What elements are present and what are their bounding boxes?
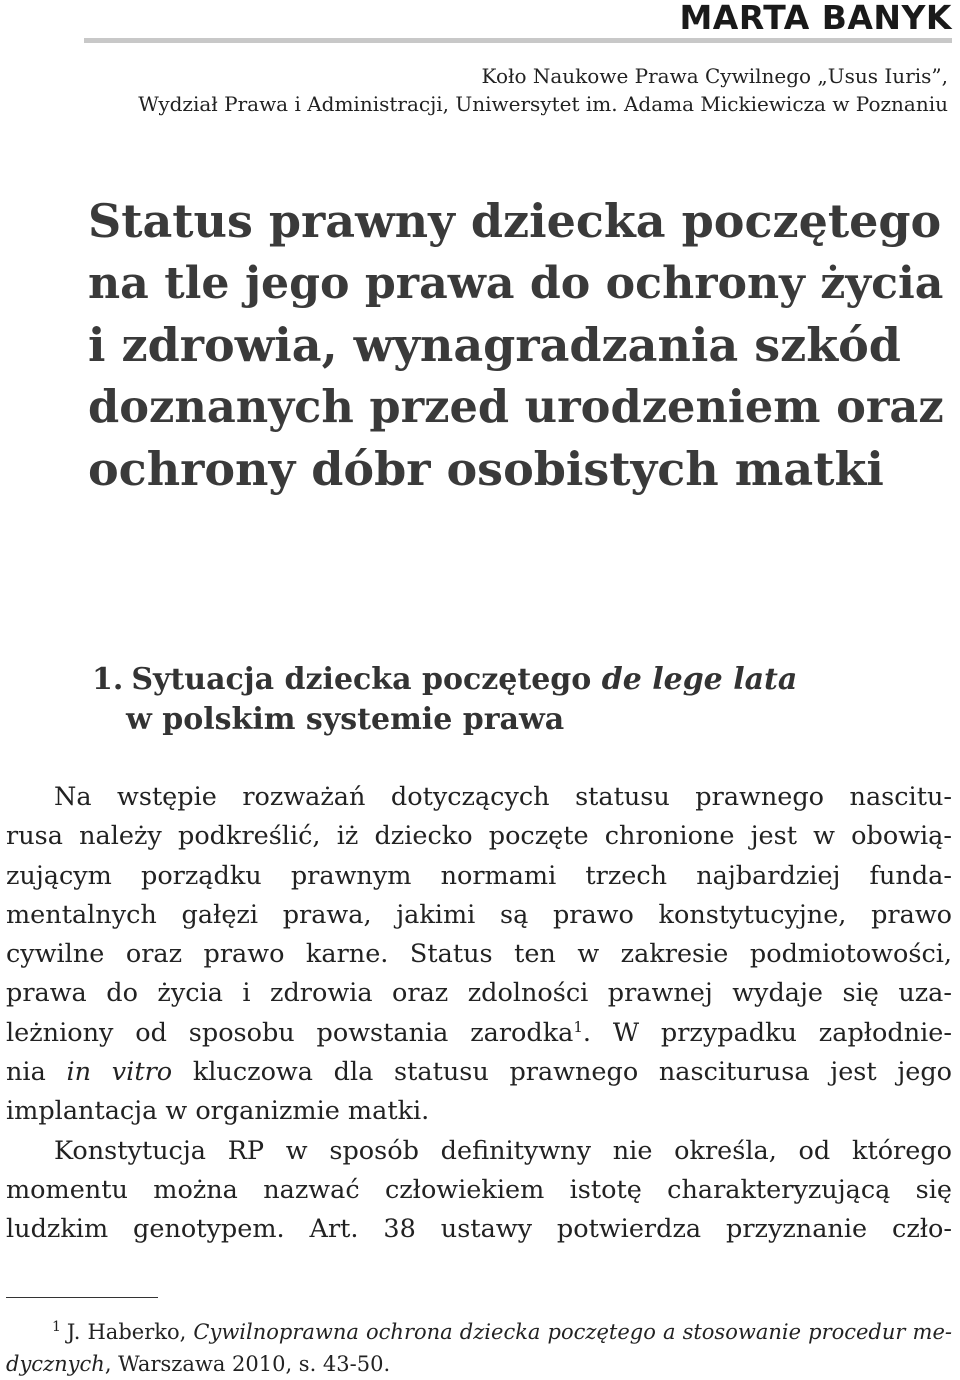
body-line: [6, 1014, 952, 1053]
body-text-segment: . W przypadku zapłodnie-: [582, 1017, 952, 1048]
footnote-text: , Warszawa 2010, s. 43-50.: [104, 1352, 391, 1376]
footnote-line: [6, 1316, 952, 1348]
body-line: momentu można nazwać człowiekiem istotę charakteryzującą się: [6, 1174, 952, 1205]
title-line: doznanych przed urodzeniem oraz: [88, 380, 944, 433]
title-line: Status prawny dziecka poczętego: [88, 194, 942, 248]
section-heading-line: [92, 660, 952, 700]
section-heading-text: Sytuacja dziecka poczętego: [131, 662, 602, 697]
body-line: mentalnych gałęzi prawa, jakimi są prawo konstytucyjne, prawo: [6, 899, 952, 930]
body-line: zującym porządku prawnym normami trzech najbardziej funda-: [6, 860, 952, 891]
section-heading: [92, 660, 952, 740]
title-line: i zdrowia, wynagradzania szkód: [88, 318, 901, 372]
body-line: cywilne oraz prawo karne. Status ten w zakresie podmiotowości,: [6, 939, 952, 970]
footnote: [6, 1316, 952, 1380]
section-heading-italic: de lege lata: [601, 662, 798, 697]
footnote-mark: 1: [52, 1319, 61, 1335]
title-line: ochrony dóbr osobistych matki: [88, 442, 884, 496]
body-text-segment: kluczowa dla statusu prawnego nasciturusa jest jego: [172, 1057, 952, 1088]
body-text-segment: leżniony od sposobu powstania zarodka: [6, 1017, 574, 1048]
body-line: prawa do życia i zdrowia oraz zdolności prawnej wydaje się uza-: [6, 978, 952, 1009]
body-text-segment: nia: [6, 1057, 67, 1088]
affiliation-line: Koło Naukowe Prawa Cywilnego „Usus Iuris”,: [481, 64, 948, 88]
footnote-reference[interactable]: 1: [573, 1017, 583, 1036]
footnote-separator: [6, 1297, 158, 1298]
section-heading-line: w polskim systemie prawa: [126, 702, 565, 737]
footnote-title-italic: dycznych: [6, 1352, 105, 1376]
body-line: [6, 1053, 952, 1092]
body-line: Konstytucja RP w sposób definitywny nie określa, od którego: [54, 1135, 952, 1166]
body-text: [6, 778, 952, 1250]
body-line: ludzkim genotypem. Art. 38 ustawy potwierdza przyznanie czło-: [6, 1214, 952, 1245]
body-line: Na wstępie rozważań dotyczących statusu prawnego nascitu-: [54, 782, 952, 812]
footnote-text: J. Haberko,: [66, 1320, 194, 1344]
footnote-title-italic: Cywilnoprawna ochrona dziecka poczętego a stosowanie procedur me-: [193, 1320, 952, 1344]
body-line: implantacja w organizmie matki.: [6, 1096, 430, 1127]
title-line: na tle jego prawa do ochrony życia: [88, 257, 944, 309]
header-rule: [84, 38, 952, 43]
affiliation-line: Wydział Prawa i Administracji, Uniwersytet im. Adama Mickiewicza w Poznaniu: [138, 92, 948, 116]
article-title: [88, 190, 948, 500]
affiliation: [138, 62, 948, 118]
footnote-line: [6, 1348, 952, 1380]
author-name: MARTA BANYK: [679, 0, 952, 37]
body-line: rusa należy podkreślić, iż dziecko poczęte chronione jest w obowią-: [6, 821, 952, 852]
body-italic-term: in vitro: [66, 1057, 173, 1088]
section-number: 1.: [92, 662, 124, 697]
